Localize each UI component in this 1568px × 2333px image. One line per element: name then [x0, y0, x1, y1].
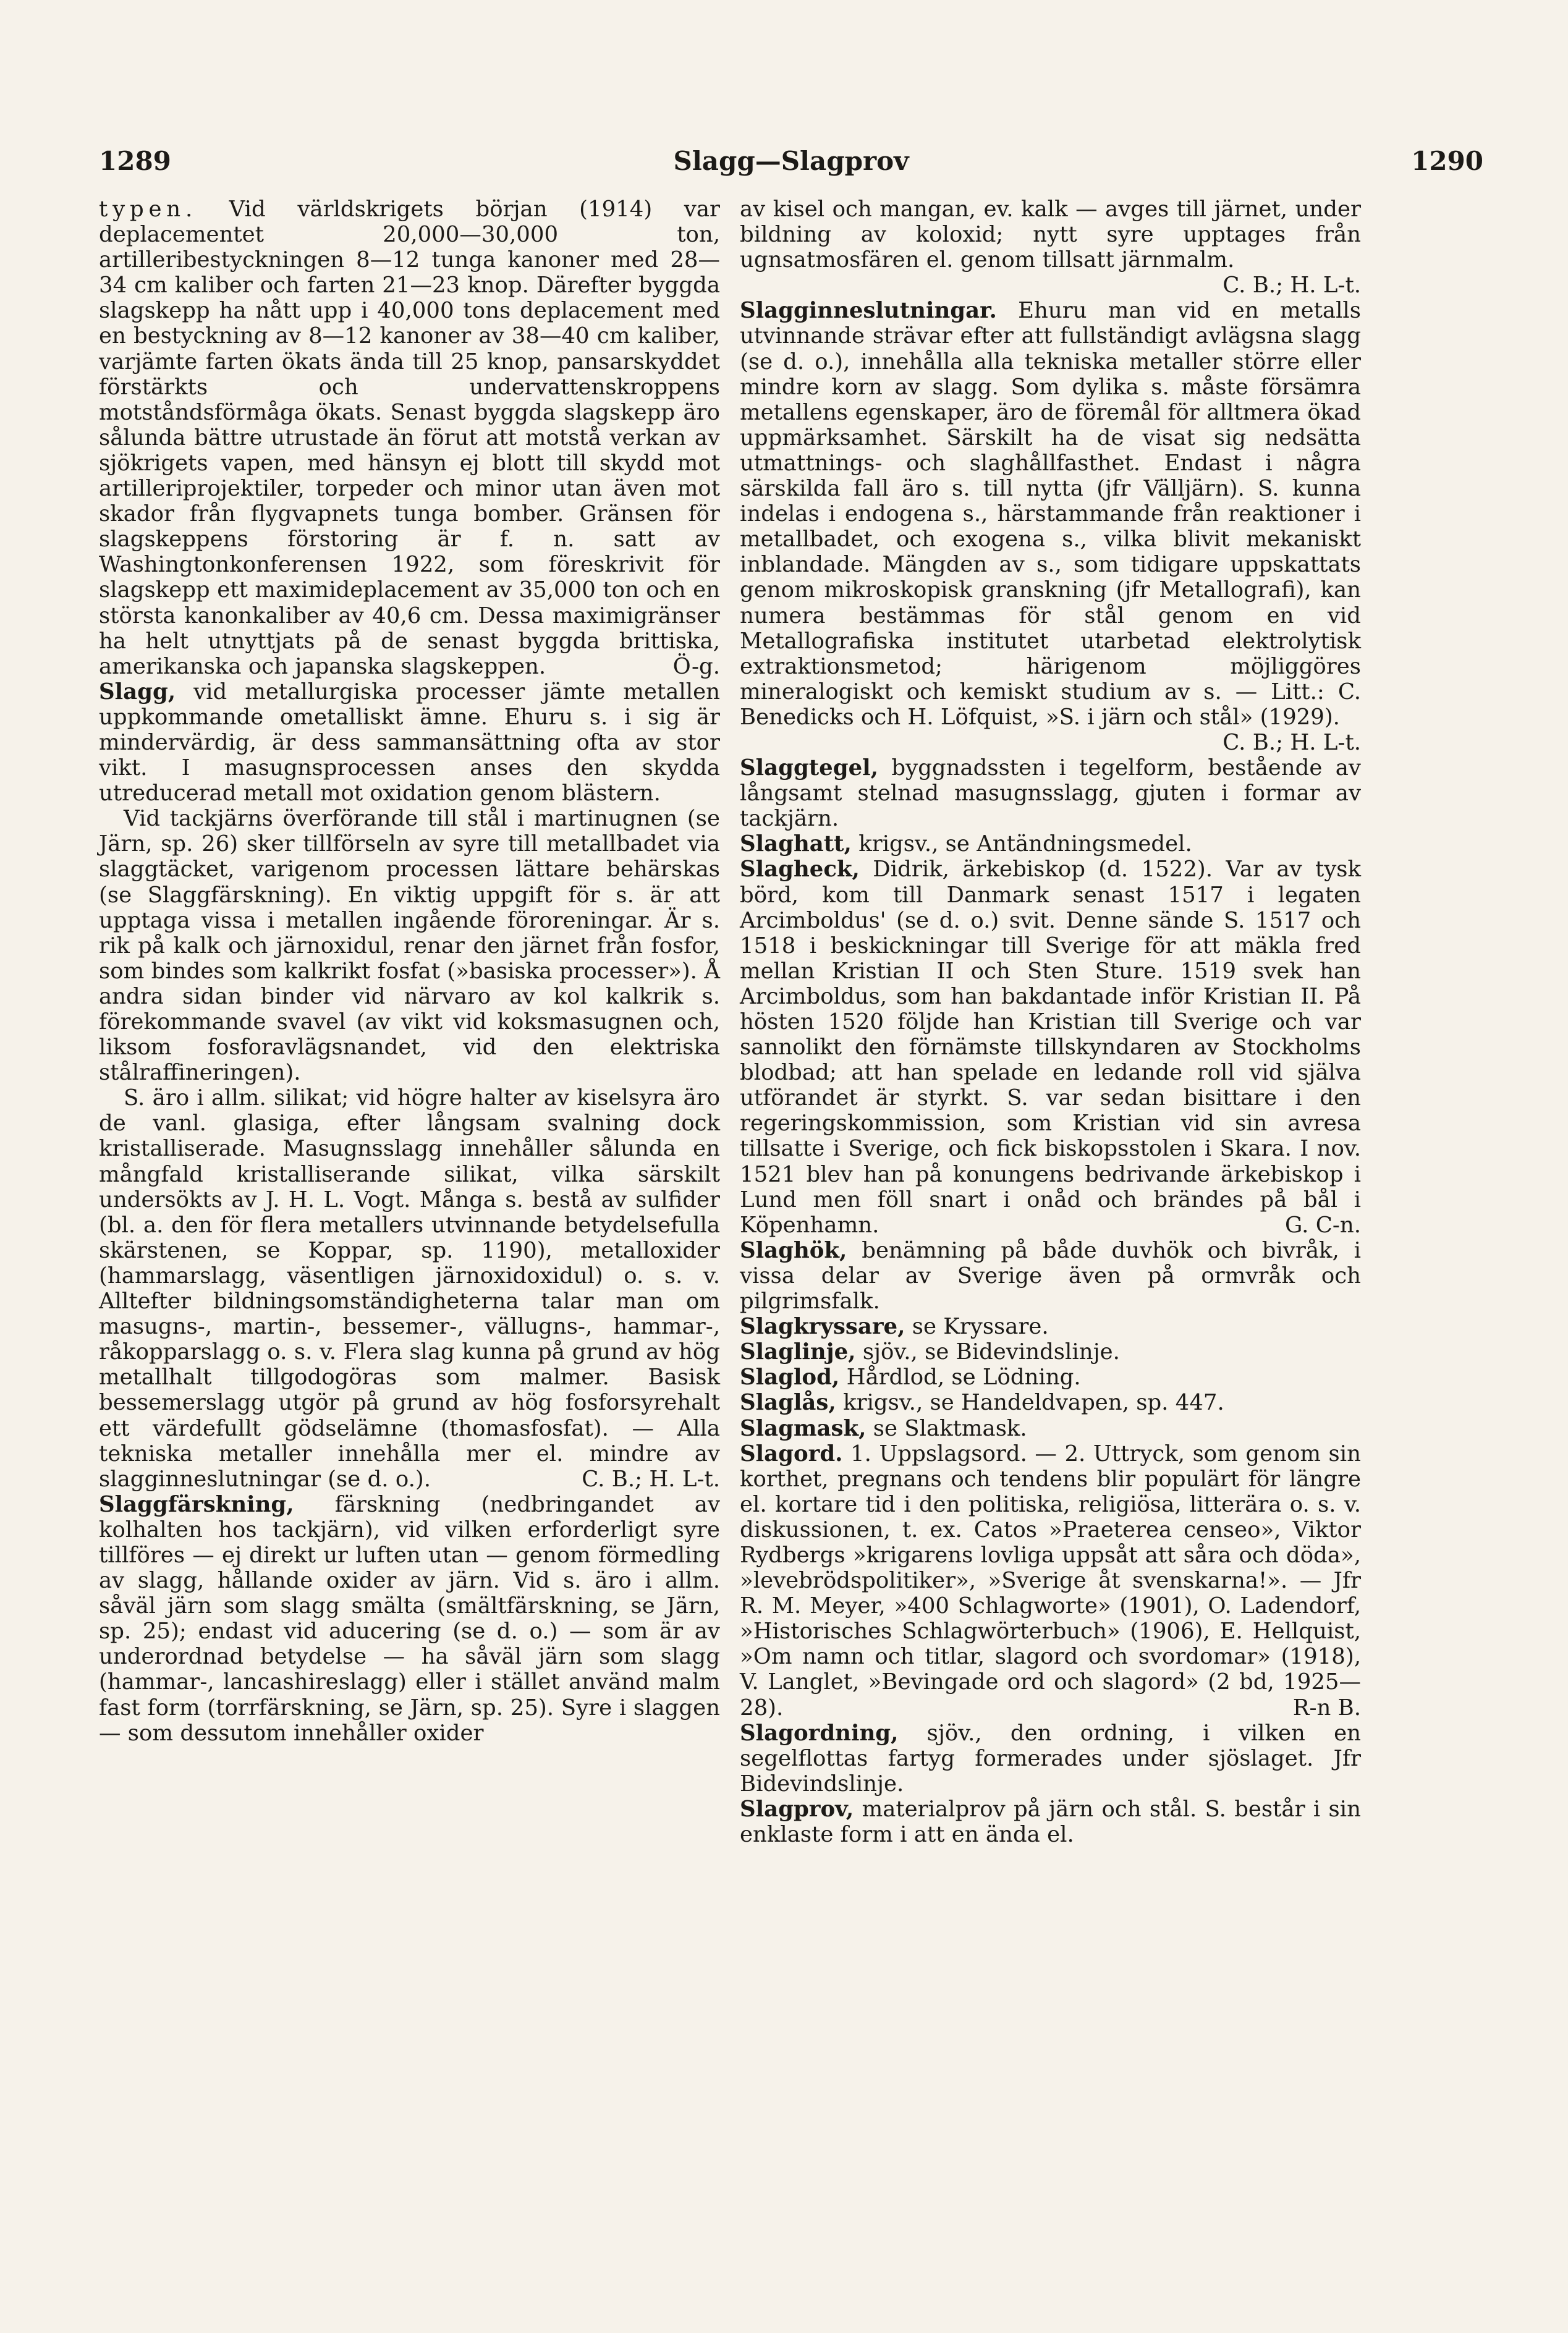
entry-text: krigsv., se Antändningsmedel.	[851, 831, 1192, 857]
author-signature: C. B.; H. L-t.	[1223, 273, 1361, 299]
entry-text: se Slaktmask.	[866, 1415, 1027, 1441]
entry-paragraph	[740, 1339, 1361, 1365]
entry-text: benämning på både duvhök och bivråk, i vissa delar av Sverige även på ormvråk och pilgrimsfalk.	[740, 1237, 1361, 1315]
entry-text: Didrik, ärkebiskop (d. 1522). Var av tysk börd, kom till Danmark senast 1517 i legaten Arcimboldus' (se d. o.) svit. Denne sände S. 1517 och 1518 i beskickningar till Sverige för att mäkla fred mellan Kristian II och Sten Sture. 1519 svek han Arcimboldus, som han bakdantade inför Kristian II. På hösten 1520 följde han Kristian till Sverige och var sannolikt den förnämste tillskyndaren av Stockholms blodbad; att han spelade en ledande roll vid själva utförandet är styrkt. S. var sedan bisittare i den regeringskommission, som Kristian vid sin avresa tillsatte i Sverige, och fick biskopsstolen i Skara. I nov. 1521 blev han på konungens bedrivande ärkebiskop i Lund men föll snart i onåd och brändes på bål i Köpenhamn.	[740, 857, 1361, 1238]
entry-paragraph	[740, 1238, 1361, 1314]
entry-paragraph	[740, 298, 1361, 755]
entry-paragraph	[99, 197, 720, 679]
entry-text: Vid världskrigets början (1914) var deplacementet 20,000—30,000 ton, artilleribestyckningen 8—12 tunga kanoner med 28—34 cm kaliber och farten 21—23 knop. Därefter byggda slagskepp ha nått upp i 40,000 tons deplacement med en bestyckning av 8—12 kanoner av 38—40 cm kaliber, varjämte farten ökats ända till 25 knop, pansarskyddet förstärkts och undervattenskroppens motståndsförmåga ökats. Senast byggda slagskepp äro sålunda bättre utrustade än förut att motstå verkan av sjökrigets vapen, med hänsyn ej blott till skydd mot artilleriprojektiler, torpeder och minor utan även mot skador från flygvapnets tunga bomber. Gränsen för slagskeppens förstoring är f. n. satt av Washingtonkonferensen 1922, som föreskrivit för slagskepp ett maximideplacement av 35,000 ton och en största kanonkaliber av 40,6 cm. Dessa maximigränser ha helt utnyttjats på de senast byggda brittiska, amerikanska och japanska slagskeppen.	[99, 197, 720, 679]
entry-text: vid metallurgiska processer jämte metallen uppkommande ometalliskt ämne. Ehuru s. i sig är mindervärdig, är dess sammansättning ofta av stor vikt. I masugnsprocessen anses den skydda utreducerad metall mot oxidation genom blästern.	[99, 679, 720, 807]
entry-paragraph	[740, 1416, 1361, 1441]
entry-text: Hårdlod, se Lödning.	[839, 1365, 1081, 1391]
author-signature: C. B.; H. L-t.	[1223, 729, 1361, 755]
entry-headword: Slaggfärskning,	[99, 1491, 294, 1517]
right-column	[740, 197, 1361, 1847]
page-number-right: 1290	[1411, 146, 1483, 176]
author-signature: C. B.; H. L-t.	[582, 1466, 720, 1492]
entry-headword: Slagg,	[99, 679, 176, 705]
entry-headword: Slagginneslutningar.	[740, 298, 997, 324]
entry-headword: Slagord.	[740, 1441, 843, 1467]
entry-headword: Slaghök,	[740, 1237, 847, 1263]
entry-text: sjöv., den ordning, i vilken en segelflottas fartyg formerades under sjöslaget. Jfr Bidevindslinje.	[740, 1720, 1361, 1797]
entry-headword: Slagkryssare,	[740, 1314, 905, 1340]
entry-paragraph	[740, 1441, 1361, 1721]
entry-headword: Slaggtegel,	[740, 755, 879, 781]
author-signature: R-n B.	[1292, 1695, 1361, 1721]
entry-text: krigsv., se Handeldvapen, sp. 447.	[836, 1390, 1224, 1416]
running-title: Slagg—Slagprov	[673, 146, 909, 176]
entry-paragraph	[740, 755, 1361, 831]
entry-paragraph	[740, 1390, 1361, 1415]
entry-text: materialprov på järn och stål. S. består i sin enklaste form i att en ända el.	[740, 1796, 1361, 1847]
entry-text: sjöv., se Bidevindslinje.	[855, 1339, 1120, 1365]
entry-paragraph	[740, 1721, 1361, 1797]
entry-headword: Slaglod,	[740, 1365, 840, 1391]
entry-paragraph	[740, 1797, 1361, 1847]
entry-paragraph	[99, 1492, 720, 1746]
entry-headword: Slagordning,	[740, 1720, 899, 1746]
entry-text: S. äro i allm. silikat; vid högre halter av kiselsyra äro de vanl. glasiga, efter långsam svalning dock kristalliserade. Masugnsslagg innehåller sålunda en mångfald kristalliserande silikat, vilka särskilt undersökts av J. H. L. Vogt. Många s. bestå av sulfider (bl. a. den för flera metallers utvinnande betydelsefulla skärstenen, se Koppar, sp. 1190), metalloxider (hammarslagg, väsentligen järnoxidoxidul) o. s. v. Alltefter bildningsomständigheterna talar man om masugns-, martin-, bessemer-, vällugns-, hammar-, råkopparslagg o. s. v. Flera slag kunna på grund av hög metallhalt tillgodogöras som malmer. Basisk bessemerslagg utgör på grund av hög fosforsyrehalt ett värdefullt gödselämne (thomasfosfat). — Alla tekniska metaller innehålla mer el. mindre av slagginneslutningar (se d. o.).	[99, 1085, 720, 1492]
entry-text: byggnadssten i tegelform, bestående av långsamt stelnad masugnsslagg, gjuten i formar av tackjärn.	[740, 755, 1361, 832]
entry-headword: Slaglås,	[740, 1390, 836, 1416]
entry-text: Ehuru man vid en metalls utvinnande strävar efter att fullständigt avlägsna slagg (se d. o.), innehålla alla tekniska metaller större eller mindre korn av slagg. Som dylika s. måste försämra metallens egenskaper, äro de föremål för alltmera ökad uppmärksamhet. Särskilt ha de visat sig nedsätta utmattnings- och slaghållfasthet. Endast i några särskilda fall äro s. till nytta (jfr Välljärn). S. kunna indelas i endogena s., härstammande från reaktioner i metallbadet, och exogena s., vilka blivit mekaniskt inblandade. Mängden av s., som tidigare uppskattats genom mikroskopisk granskning (jfr Metallografi), kan numera bestämmas för stål genom en vid Metallografiska institutet utarbetad elektrolytisk extraktionsmetod; härigenom möjliggöres mineralogiskt och kemiskt studium av s. — Litt.: C. Benedicks och H. Löfquist, »S. i järn och stål» (1929).	[740, 298, 1361, 730]
page-number-left: 1289	[99, 146, 171, 176]
entry-text: se Kryssare.	[905, 1314, 1049, 1340]
entry-paragraph	[740, 1365, 1361, 1390]
page-header	[99, 146, 1483, 183]
entry-paragraph	[740, 1314, 1361, 1339]
entry-headword: Slagmask,	[740, 1415, 867, 1441]
entry-text: 1. Uppslagsord. — 2. Uttryck, som genom sin korthet, pregnans och tendens blir populärt för längre el. kortare tid i den politiska, religiösa, litterära o. s. v. diskussionen, t. ex. Catos »Praeterea censeo», Viktor Rydbergs »krigarens lovliga uppsåt att såra och döda», »levebrödspolitiker», »Sverige åt svenskarna!». — Jfr R. M. Meyer, »400 Schlagworte» (1901), O. Ladendorf, »Historisches Schlagwörterbuch» (1906), E. Hellquist, »Om namn och titlar, slagord och svordomar» (1918), V. Langlet, »Bevingade ord och slagord» (2 bd, 1925—28).	[740, 1441, 1361, 1721]
entry-text: Vid tackjärns överförande till stål i martinugnen (se Järn, sp. 26) sker tillförseln av syre till metallbadet via slaggtäcket, varigenom processen lättare behärskas (se Slaggfärskning). En viktig uppgift för s. är att upptaga vissa i metallen ingående föroreningar. Är s. rik på kalk och järnoxidul, renar den järnet från fosfor, som bindes som kalkrikt fosfat (»basiska processer»). Å andra sidan binder vid närvaro av kol kalkrik s. förekommande svavel (av vikt vid koksmasugnen och, liksom fosforavlägsnandet, vid den elektriska stålraffineringen).	[99, 806, 720, 1086]
entry-paragraph	[740, 857, 1361, 1237]
entry-headword: Slaghatt,	[740, 831, 852, 857]
entry-paragraph	[740, 831, 1361, 857]
entry-paragraph	[99, 679, 720, 806]
entry-paragraph	[99, 806, 720, 1085]
entry-lead-word: typen.	[99, 197, 198, 222]
entry-text: av kisel och mangan, ev. kalk — avges till järnet, under bildning av koloxid; nytt syre upptages från ugnsatmosfären el. genom tillsatt järnmalm.	[740, 197, 1361, 273]
entry-text: färskning (nedbringandet av kolhalten hos tackjärn), vid vilken erforderligt syre tillföres — ej direkt ur luften utan — genom förmedling av slagg, hållande oxider av järn. Vid s. äro i allm. såväl järn som slagg smälta (smältfärskning, se Järn, sp. 25); endast vid aducering (se d. o.) — som är av underordnad betydelse — ha såväl järn som slagg (hammar-, lancashireslagg) eller i stället använd malm fast form (torrfärskning, se Järn, sp. 25). Syre i slaggen — som dessutom innehåller oxider	[99, 1491, 720, 1746]
author-signature: Ö-g.	[672, 653, 720, 679]
entry-paragraph	[740, 197, 1361, 298]
entry-headword: Slaglinje,	[740, 1339, 856, 1365]
left-column	[99, 197, 720, 1746]
entry-paragraph	[99, 1085, 720, 1492]
entry-headword: Slagheck,	[740, 857, 860, 883]
entry-headword: Slagprov,	[740, 1796, 854, 1822]
author-signature: G. C-n.	[1285, 1212, 1361, 1238]
